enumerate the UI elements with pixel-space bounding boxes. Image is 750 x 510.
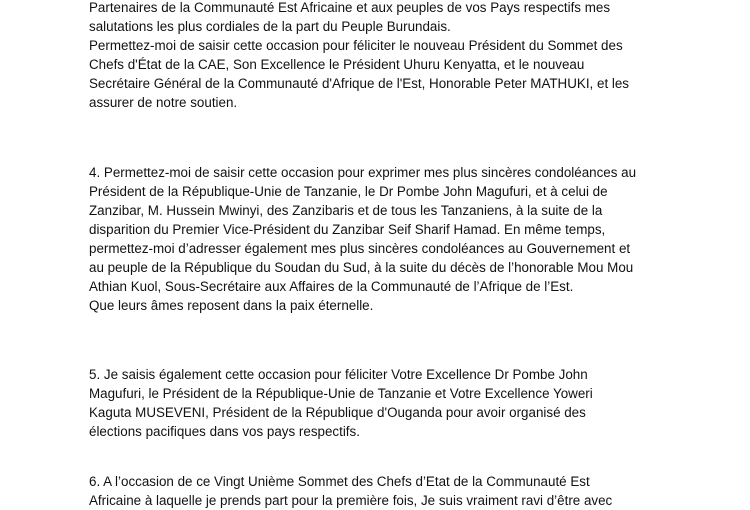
paragraph-line: salutations les plus cordiales de la part du Peuple Burundais. xyxy=(89,19,451,34)
paragraph-line: Athian Kuol, Sous-Secrétaire aux Affaires de la Communauté de l’Afrique de l’Est. xyxy=(89,279,574,294)
paragraph-line: 4. Permettez-moi de saisir cette occasion pour exprimer mes plus sincères condoléances au xyxy=(89,165,637,180)
paragraph-line: Permettez-moi de saisir cette occasion pour féliciter le nouveau Président du Sommet des xyxy=(89,38,623,53)
paragraph-line: 6. A l’occasion de ce Vingt Unième Sommet des Chefs d’Etat de la Communauté Est xyxy=(89,474,590,489)
paragraph-line: élections pacifiques dans vos pays respectifs. xyxy=(89,424,360,439)
paragraph-line: Secrétaire Général de la Communauté d'Afrique de l'Est, Honorable Peter MATHUKI, et les xyxy=(89,76,629,91)
paragraph-line: 5. Je saisis également cette occasion pour féliciter Votre Excellence Dr Pombe John xyxy=(89,367,588,382)
paragraph-line: Président de la République-Unie de Tanzanie, le Dr Pombe John Magufuri, et à celui de xyxy=(89,184,608,199)
paragraph-line: assurer de notre soutien. xyxy=(89,95,238,110)
paragraph-line: Que leurs âmes reposent dans la paix éternelle. xyxy=(89,298,374,313)
paragraph-line: au peuple de la République du Soudan du Sud, à la suite du décès de l’honorable Mou Mou xyxy=(89,260,634,275)
paragraph-line: Zanzibar, M. Hussein Mwinyi, des Zanzibaris et de tous les Tanzaniens, à la suite de la xyxy=(89,203,603,218)
paragraph-line: Africaine à laquelle je prends part pour la première fois, Je suis vraiment ravi d’être avec xyxy=(89,493,613,508)
paragraph-line: Partenaires de la Communauté Est Africaine et aux peuples de vos Pays respectifs mes xyxy=(89,0,611,15)
paragraph-line: disparition du Premier Vice-Président du Zanzibar Seif Sharif Hamad. En même temps, xyxy=(89,222,606,237)
paragraph-line: permettez-moi d’adresser également mes plus sincères condoléances au Gouvernement et xyxy=(89,241,631,256)
paragraph-line: Kaguta MUSEVENI, Président de la République d'Ouganda pour avoir organisé des xyxy=(89,405,586,420)
paragraph-line: Magufuri, le Président de la République-Unie de Tanzanie et Votre Excellence Yoweri xyxy=(89,386,593,401)
paragraph-line: Chefs d'État de la CAE, Son Excellence le Président Uhuru Kenyatta, et le nouveau xyxy=(89,57,585,72)
